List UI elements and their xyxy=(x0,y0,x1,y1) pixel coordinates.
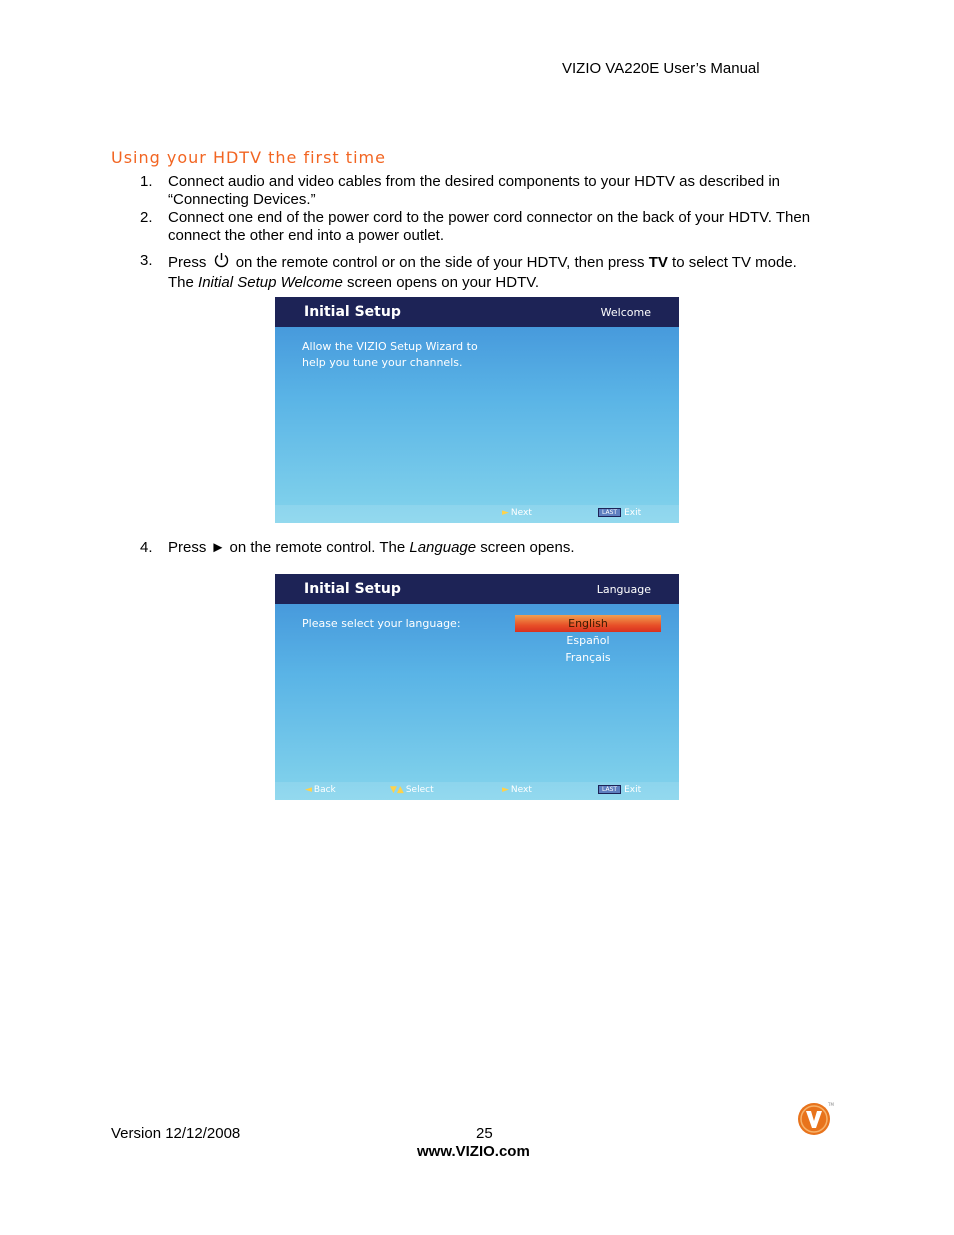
step-line xyxy=(168,539,848,557)
screen-title: Initial Setup xyxy=(304,581,401,597)
select-hint xyxy=(390,785,434,795)
next-label: Next xyxy=(510,785,532,795)
step-line: “Connecting Devices.” xyxy=(168,191,316,208)
next-hint xyxy=(502,508,532,518)
select-label: Select xyxy=(405,785,434,795)
step-number: 4. xyxy=(140,539,153,556)
language-screen xyxy=(275,574,679,800)
step-number: 3. xyxy=(140,252,153,269)
footer-website[interactable]: www.VIZIO.com xyxy=(417,1143,530,1160)
exit-hint xyxy=(598,785,641,795)
step-line: connect the other end into a power outlet. xyxy=(168,227,445,244)
step-number: 1. xyxy=(140,173,153,190)
left-arrow-icon: ◄ xyxy=(305,785,312,795)
step-line xyxy=(168,274,848,292)
vizio-logo-icon xyxy=(797,1100,833,1136)
up-down-arrow-icon: ▼▲ xyxy=(390,785,404,795)
screen-title-bar xyxy=(275,297,679,327)
step-line: Connect one end of the power cord to the power cord connector on the back of your HDTV. Then xyxy=(168,209,811,226)
last-key-icon: LAST xyxy=(598,785,621,794)
exit-label: Exit xyxy=(624,785,642,795)
step-text-part: to select TV mode. xyxy=(672,254,797,271)
step-text xyxy=(168,539,848,557)
last-key-icon: LAST xyxy=(598,508,621,517)
svg-text:TM: TM xyxy=(828,1102,834,1107)
screen-title: Initial Setup xyxy=(304,304,401,320)
back-label: Back xyxy=(313,785,336,795)
step-word: Press xyxy=(168,254,207,271)
step-text xyxy=(168,173,848,209)
screen-title-bar xyxy=(275,574,679,604)
next-label: Next xyxy=(510,508,532,518)
next-hint xyxy=(502,785,532,795)
language-list xyxy=(515,615,661,666)
screen-message xyxy=(302,339,478,371)
welcome-screen xyxy=(275,297,679,523)
header-title: VIZIO VA220E User’s Manual xyxy=(562,60,760,77)
screen-tag: Language xyxy=(596,583,651,596)
exit-hint xyxy=(598,508,641,518)
screen-tag: Welcome xyxy=(600,306,651,319)
right-arrow-icon: ► xyxy=(502,785,509,795)
power-icon xyxy=(213,252,230,274)
step-text-part: on the remote control or on the side of your HDTV, then press xyxy=(235,254,645,271)
step-text-part: The xyxy=(168,274,194,291)
screen-name: Initial Setup Welcome xyxy=(198,274,343,291)
language-option-espanol[interactable]: Español xyxy=(566,634,610,647)
footer-version: Version 12/12/2008 xyxy=(111,1125,241,1142)
page-number: 25 xyxy=(476,1125,493,1142)
step-line: Connect audio and video cables from the desired components to your HDTV as described in xyxy=(168,173,781,190)
screen-footer xyxy=(275,782,679,800)
step-number: 2. xyxy=(140,209,153,226)
language-option-francais[interactable]: Français xyxy=(565,651,611,664)
tv-key: TV xyxy=(648,254,668,271)
language-prompt: Please select your language: xyxy=(302,617,461,630)
screen-name: Language xyxy=(409,539,477,556)
back-hint xyxy=(305,785,336,795)
language-option-english[interactable]: English xyxy=(515,615,661,632)
step-line xyxy=(168,252,848,274)
message-line: Allow the VIZIO Setup Wizard to xyxy=(302,340,478,353)
right-arrow-icon: ► xyxy=(502,508,509,518)
screen-footer xyxy=(275,505,679,523)
section-heading: Using your HDTV the first time xyxy=(111,148,386,167)
message-line: help you tune your channels. xyxy=(302,356,463,369)
step-text-part: screen opens. xyxy=(480,539,575,556)
step-text-part: Press ► on the remote control. The xyxy=(168,539,406,556)
step-text xyxy=(168,252,848,292)
step-text-part: screen opens on your HDTV. xyxy=(347,274,540,291)
exit-label: Exit xyxy=(624,508,642,518)
step-text xyxy=(168,209,848,245)
